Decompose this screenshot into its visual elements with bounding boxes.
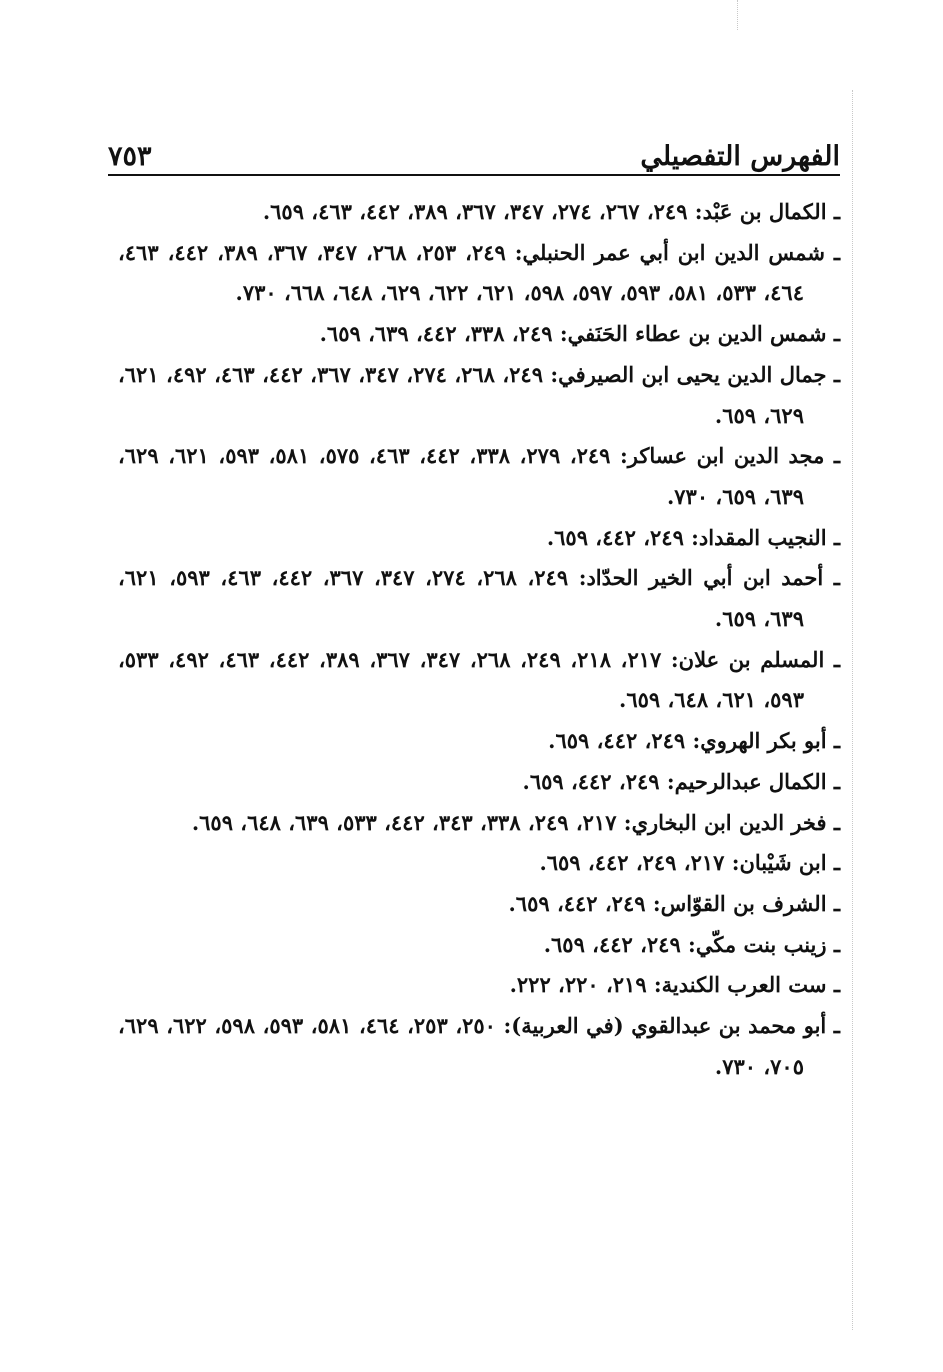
index-entry: ـ النجيب المقداد: ٢٤٩، ٤٤٢، ٦٥٩.: [546, 524, 840, 550]
scan-artefact: [852, 90, 853, 1330]
running-title: الفهرس التفصيلي: [640, 141, 840, 172]
index-entry: ـ ابن شَيْبان: ٢١٧، ٢٤٩، ٤٤٢، ٦٥٩.: [539, 850, 840, 876]
index-entry: ـ أبو بكر الهروي: ٢٤٩، ٤٤٢، ٦٥٩.: [548, 728, 840, 754]
page-header: [108, 128, 840, 172]
index-entry: ـ الكمال عبدالرحيم: ٢٤٩، ٤٤٢، ٦٥٩.: [522, 768, 840, 794]
index-entry: ـ أحمد ابن أبي الخير الحدّاد: ٢٤٩، ٢٦٨، ٢٧٤، ٣٤٧، ٣٦٧، ٤٤٢، ٤٦٣، ٥٩٣، ٦٢١، ٦٣٩، ٦٥٩.: [118, 565, 840, 632]
index-entry: ـ فخر الدين ابن البخاري: ٢١٧، ٢٤٩، ٣٣٨، ٣٤٣، ٤٤٢، ٥٣٣، ٦٣٩، ٦٤٨، ٦٥٩.: [191, 809, 840, 835]
index-entry: ـ الكمال بن عَبْد: ٢٤٩، ٢٦٧، ٢٧٤، ٣٤٧، ٣٦٧، ٣٨٩، ٤٤٢، ٤٦٣، ٦٥٩.: [262, 199, 840, 224]
index-entry: ـ الشرف بن القوّاس: ٢٤٩، ٤٤٢، ٦٥٩.: [508, 890, 840, 916]
index-entry: ـ المسلم بن علان: ٢١٧، ٢١٨، ٢٤٩، ٢٦٨، ٣٤٧، ٣٦٧، ٣٨٩، ٤٤٢، ٤٦٣، ٤٩٢، ٥٣٣، ٥٩٣، ٦٢١، ٦٤٨، ٦٥٩.: [118, 646, 841, 713]
index-entry: ـ زينب بنت مكّي: ٢٤٩، ٤٤٢، ٦٥٩.: [543, 931, 840, 957]
index-entry: ـ أبو محمد بن عبدالقوي (في العربية): ٢٥٠، ٢٥٣، ٤٦٤، ٥٨١، ٥٩٣، ٥٩٨، ٦٢٢، ٦٢٩، ٧٠٥، ٧٣٠.: [118, 1013, 840, 1079]
index-entry: ـ مجد الدين ابن عساكر: ٢٤٩، ٢٧٩، ٣٣٨، ٤٤٢، ٤٦٣، ٥٧٥، ٥٨١، ٥٩٣، ٦٢١، ٦٢٩، ٦٣٩، ٦٥٩، ٧٣٠.: [118, 443, 841, 509]
index-entry: ـ شمس الدين ابن أبي عمر الحنبلي: ٢٤٩، ٢٥٣، ٢٦٨، ٣٤٧، ٣٦٧، ٣٨٩، ٤٤٢، ٤٦٣، ٤٦٤، ٥٣٣، ٥٨١، ٥٩٣، ٥٩٧، ٥٩٨، ٦٢١، ٦٢٢، ٦٢٩، ٦٤٨، ٦٦٨، ٧٣٠.: [118, 239, 841, 306]
scan-artefact: [737, 0, 738, 30]
index-entry: ـ جمال الدين يحيى ابن الصيرفي: ٢٤٩، ٢٦٨، ٢٧٤، ٣٤٧، ٣٦٧، ٤٤٢، ٤٦٣، ٤٩٢، ٦٢١، ٦٢٩، ٦٥٩.: [118, 361, 841, 428]
index-entry: ـ ست العرب الكندية: ٢١٩، ٢٢٠، ٢٢٢.: [509, 972, 840, 998]
index-entries: [118, 192, 840, 1087]
index-entry: ـ شمس الدين بن عطاء الحَنَفي: ٢٤٩، ٣٣٨، ٤٤٢، ٦٣٩، ٦٥٩.: [319, 321, 840, 347]
header-rule: [108, 174, 840, 176]
page-number: ٧٥٣: [108, 141, 152, 172]
